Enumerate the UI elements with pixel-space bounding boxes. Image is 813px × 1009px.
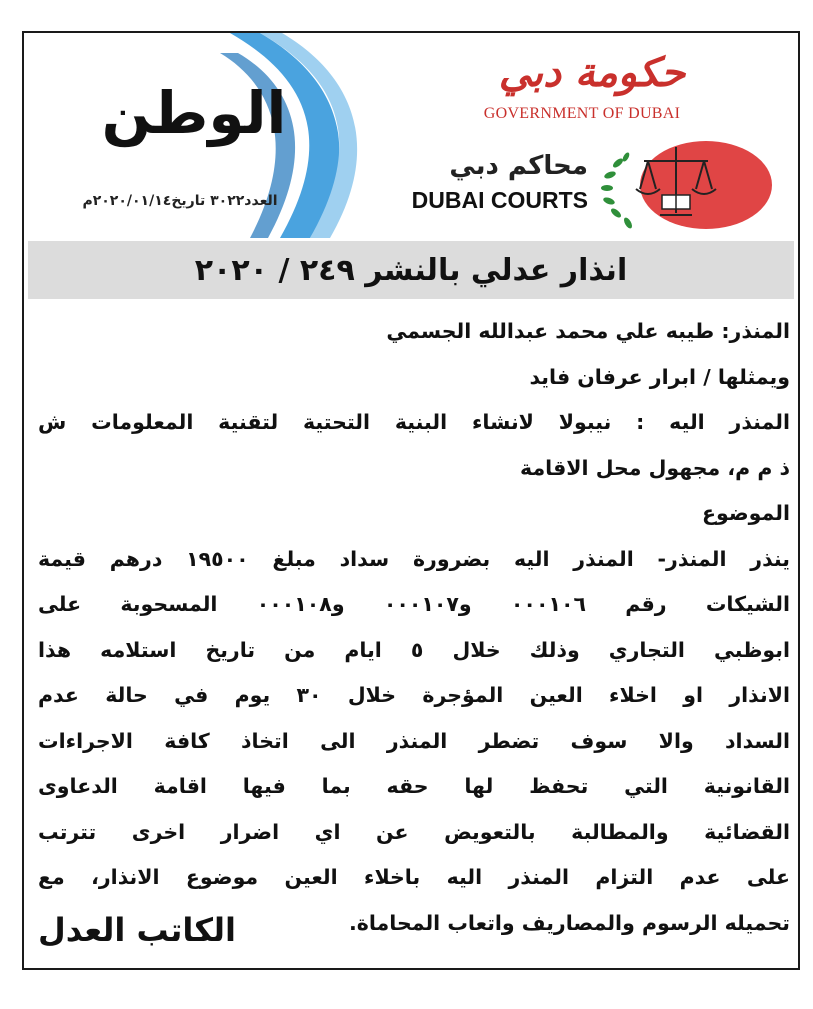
government-of-dubai-english-label: GOVERNMENT OF DUBAI xyxy=(483,105,681,122)
notice-line: ذ م م، مجهول محل الاقامة xyxy=(520,455,790,480)
notice-frame xyxy=(22,31,800,970)
notice-line: المنذر: طيبه علي محمد عبدالله الجسمي xyxy=(386,319,790,343)
notice-line: تحميله الرسوم والمصاريف واتعاب المحاماة. xyxy=(348,910,790,935)
dubai-courts-arabic-label: محاكم دبي xyxy=(449,151,588,181)
notice-line: على عدم التزام المنذر اليه باخلاء العين موضوع الانذار، مع xyxy=(38,865,790,889)
notice-line: الموضوع xyxy=(702,501,790,525)
notice-line: ابوظبي التجاري وذلك خلال ٥ ايام من تاريخ استلامه هذا xyxy=(38,637,790,662)
dubai-courts-english-label: DUBAI COURTS xyxy=(411,187,588,213)
notice-line: ويمثلها / ابرار عرفان فايد xyxy=(529,364,790,389)
notice-line: القانونية التي تحفظ لها حقه بما فيها اقامة الدعاوى xyxy=(38,774,790,798)
notary-signature: الكاتب العدل xyxy=(38,911,236,949)
government-of-dubai-arabic-logo: حكومة دبي xyxy=(498,49,686,96)
notice-line: القضائية والمطالبة بالتعويض عن اي اضرار اخرى تترتب xyxy=(38,819,790,844)
header xyxy=(24,33,798,288)
notice-body xyxy=(38,309,790,946)
al-watan-newspaper-logo: الوطن xyxy=(101,79,287,147)
notice-line: المنذر اليه : نيبولا لانشاء البنية التحتية لتقنية المعلومات ش xyxy=(38,410,790,434)
notice-title-bar xyxy=(28,241,794,299)
issue-info: العدد٣٠٢٢ تاريخ٢٠٢٠/٠١/١٤م xyxy=(82,193,278,209)
notice-line: السداد والا سوف تضطر المنذر الى اتخاذ كافة الاجراءات xyxy=(38,728,790,753)
dubai-courts-scales-icon xyxy=(596,133,774,233)
notice-line: الانذار او اخلاء العين المؤجرة خلال ٣٠ يوم في حالة عدم xyxy=(38,683,790,707)
notice-line: الشيكات رقم ٠٠٠١٠٦ و٠٠٠١٠٧ و٠٠٠١٠٨ المسحوبة على xyxy=(38,592,790,616)
notice-title: انذار عدلي بالنشر ٢٤٩ / ٢٠٢٠ xyxy=(194,252,628,288)
notice-line: ينذر المنذر- المنذر اليه بضرورة سداد مبلغ ١٩٥٠٠ درهم قيمة xyxy=(38,546,790,571)
